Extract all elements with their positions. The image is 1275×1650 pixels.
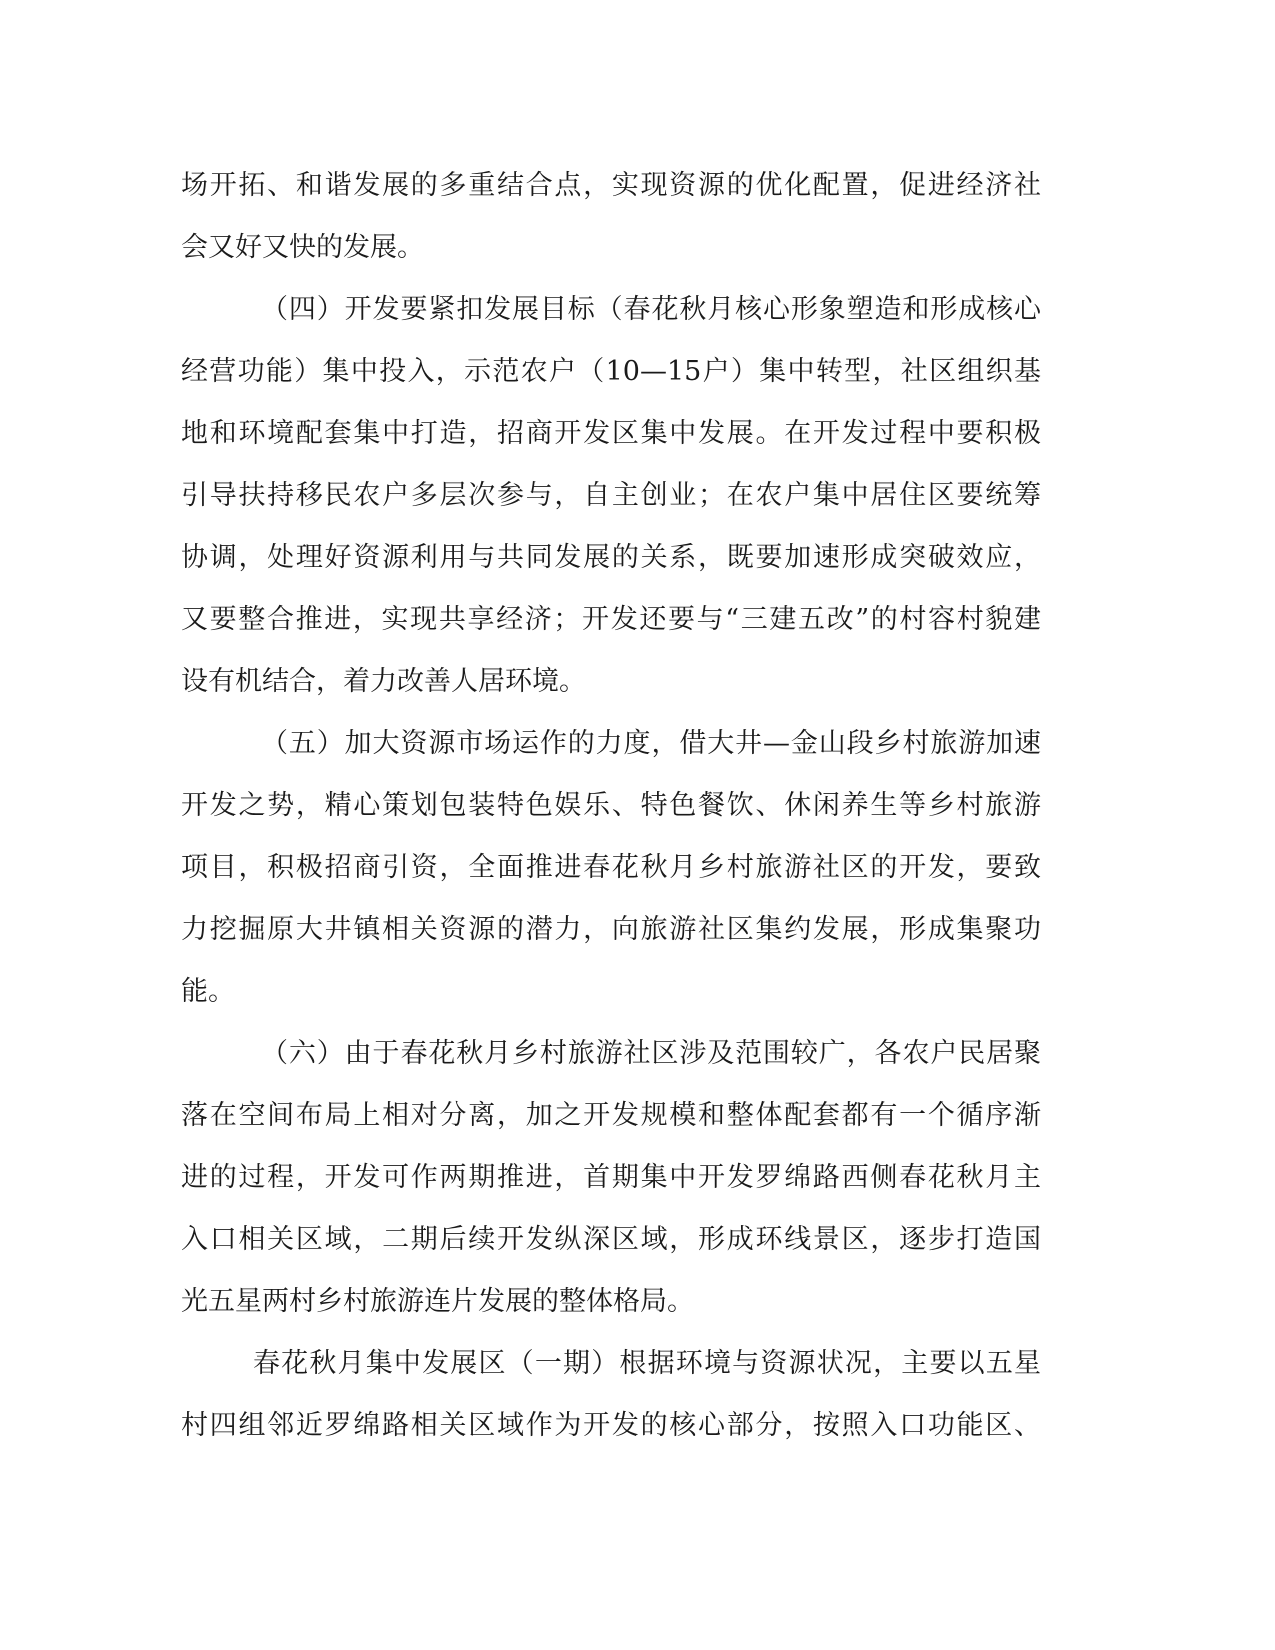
text-line: 光五星两村乡村旅游连片发展的整体格局。 <box>181 1286 694 1317</box>
text-line: 设有机结合，着力改善人居环境。 <box>181 666 586 697</box>
text-line: 又要整合推进，实现共享经济；开发还要与“三建五改”的村容村貌建 <box>181 604 1041 635</box>
text-line: 地和环境配套集中打造，招商开发区集中发展。在开发过程中要积极 <box>181 418 1041 449</box>
text-line: 引导扶持移民农户多层次参与，自主创业；在农户集中居住区要统筹 <box>181 480 1041 511</box>
text-line: 开发之势，精心策划包装特色娱乐、特色餐饮、休闲养生等乡村旅游 <box>181 790 1041 821</box>
text-line: 村四组邻近罗绵路相关区域作为开发的核心部分，按照入口功能区、 <box>181 1410 1041 1441</box>
text-line: 经营功能）集中投入，示范农户（10—15户）集中转型，社区组织基 <box>181 356 1041 387</box>
text-line: 力挖掘原大井镇相关资源的潜力，向旅游社区集约发展，形成集聚功 <box>181 914 1041 945</box>
paragraph-start-line: （六）由于春花秋月乡村旅游社区涉及范围较广，各农户民居聚 <box>261 1038 1041 1069</box>
text-line: 会又好又快的发展。 <box>181 232 424 263</box>
text-line: 进的过程，开发可作两期推进，首期集中开发罗绵路西侧春花秋月主 <box>181 1162 1041 1193</box>
text-line: 项目，积极招商引资，全面推进春花秋月乡村旅游社区的开发，要致 <box>181 852 1041 883</box>
paragraph-start-line: （四）开发要紧扣发展目标（春花秋月核心形象塑造和形成核心 <box>261 294 1041 325</box>
paragraph-start-line: （五）加大资源市场运作的力度，借大井—金山段乡村旅游加速 <box>261 728 1041 759</box>
text-line: 能。 <box>181 976 235 1007</box>
text-line: 入口相关区域，二期后续开发纵深区域，形成环线景区，逐步打造国 <box>181 1224 1041 1255</box>
text-line: 落在空间布局上相对分离，加之开发规模和整体配套都有一个循序渐 <box>181 1100 1041 1131</box>
text-line: 场开拓、和谐发展的多重结合点，实现资源的优化配置，促进经济社 <box>181 170 1041 201</box>
body-text <box>181 155 1041 1457</box>
paragraph-start-line: 春花秋月集中发展区（一期）根据环境与资源状况，主要以五星 <box>253 1348 1041 1379</box>
text-line: 协调，处理好资源利用与共同发展的关系，既要加速形成突破效应， <box>181 542 1041 573</box>
